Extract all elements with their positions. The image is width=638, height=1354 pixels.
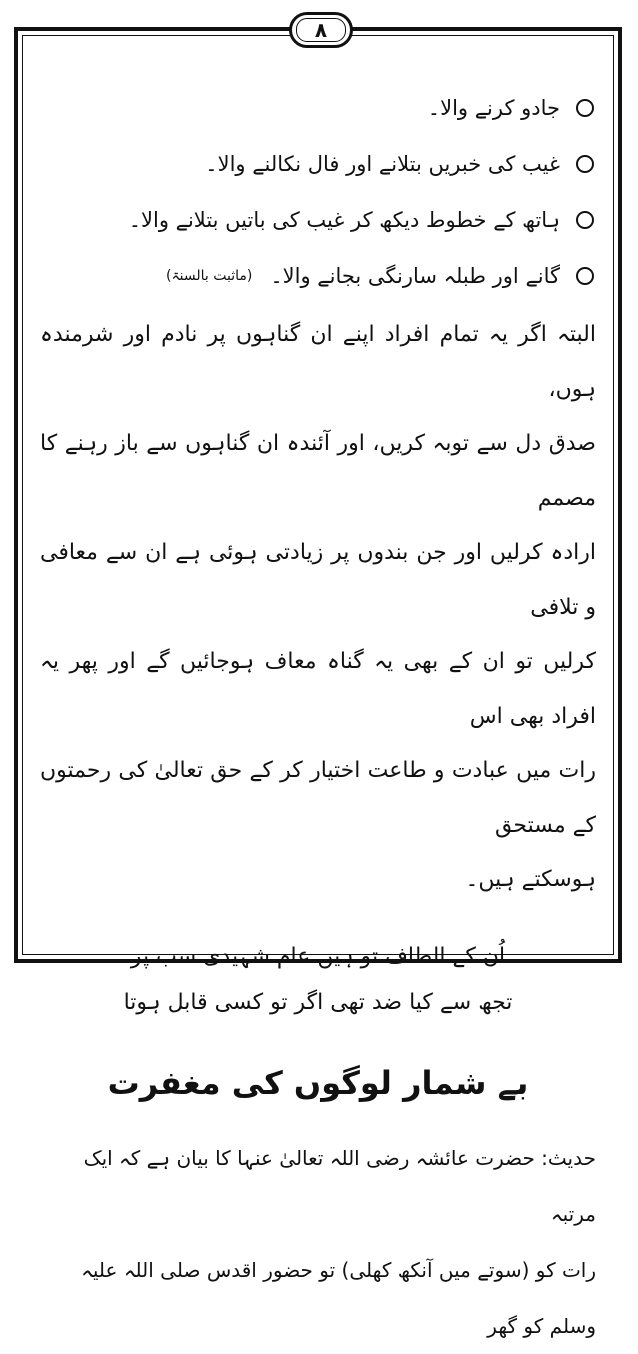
paragraph-line: رات میں عبادت و طاعت اختیار کر کے حق تعالیٰ کی رحمتوں کے مستحق (40, 758, 596, 838)
reference-note: (ماثبت بالسنۃ) (166, 268, 253, 284)
circle-bullet-icon (576, 155, 594, 173)
paragraph-line: ہوسکتے ہیں۔ (465, 867, 596, 892)
list-item-text: جادو کرنے والا۔ (427, 95, 560, 120)
circle-bullet-icon (576, 267, 594, 285)
body-paragraph (40, 308, 596, 908)
list-item-text: گانے اور طبلہ سارنگی بجانے والا۔ (270, 263, 560, 288)
list-item (40, 136, 596, 192)
verse-line: تجھ سے کیا ضد تھی اگر تو کسی قابل ہوتا (123, 989, 513, 1015)
list-item-text: غیب کی خبریں بتلانے اور فال نکالنے والا۔ (205, 151, 560, 176)
list-item (40, 192, 596, 248)
page-number-badge (289, 12, 353, 48)
list-item (40, 80, 596, 136)
circle-bullet-icon (576, 211, 594, 229)
list-item-text: ہاتھ کے خطوط دیکھ کر غیب کی باتیں بتلانے والا۔ (128, 207, 560, 232)
poetry-verse (40, 934, 596, 1026)
hadith-paragraph (40, 1130, 596, 1354)
paragraph-line: کرلیں تو ان کے بھی یہ گناہ معاف ہوجائیں گے اور پھر یہ افراد بھی اس (40, 649, 596, 729)
paragraph-line: رات کو (سوتے میں آنکھ کھلی) تو حضور اقدس صلی اللہ علیہ وسلم کو گھر (81, 1257, 596, 1338)
circle-bullet-icon (576, 99, 594, 117)
paragraph-line: حدیث: حضرت عائشہ رضی اللہ تعالیٰ عنہا کا بیان ہے کہ ایک مرتبہ (83, 1145, 596, 1226)
list-item (40, 248, 596, 304)
paragraph-line: ارادہ کرلیں اور جن بندوں پر زیادتی ہوئی ہے ان سے معافی و تلافی (40, 540, 596, 620)
paragraph-line: البتہ اگر یہ تمام افراد اپنے ان گناہوں پر نادم اور شرمندہ ہوں، (40, 322, 596, 402)
verse-line: اُن کے الطاف تو ہیں عام شہیدی سب پر (130, 943, 506, 969)
section-heading: بے شمار لوگوں کی مغفرت (107, 1063, 529, 1102)
page-content (40, 80, 596, 1354)
page-number: ٨ (314, 18, 328, 42)
paragraph-line: صدق دل سے توبہ کریں، اور آئندہ ان گناہوں سے باز رہنے کا مصمم (40, 431, 596, 511)
